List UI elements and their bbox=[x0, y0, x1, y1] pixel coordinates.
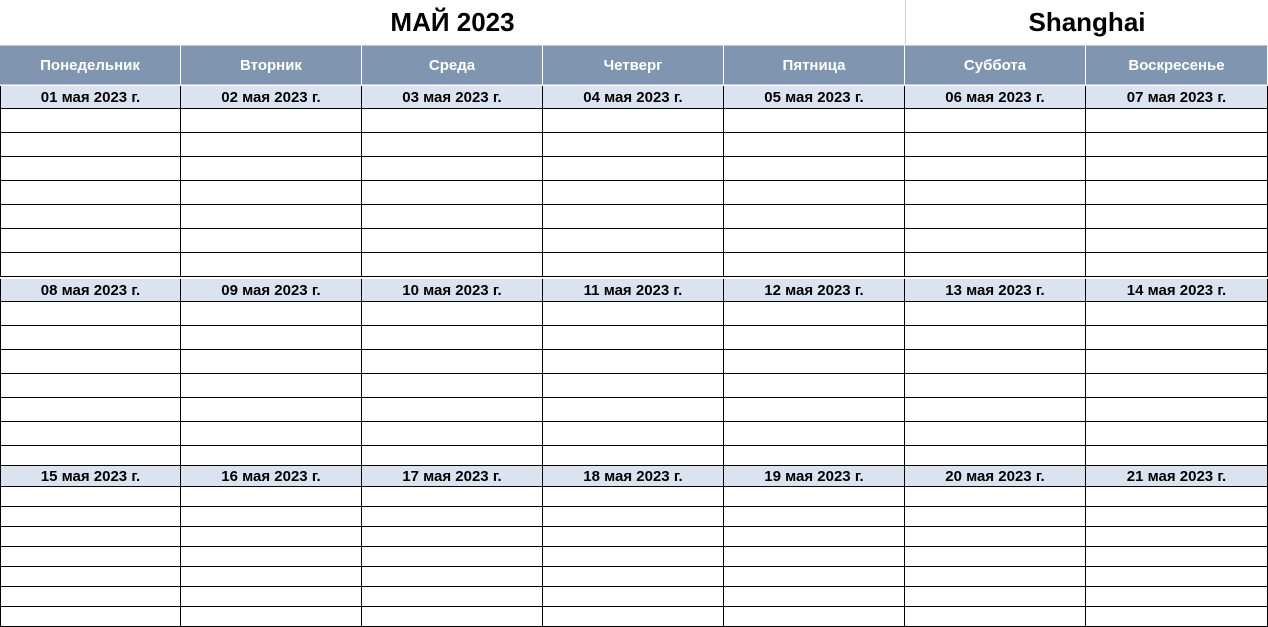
date-cell[interactable]: 09 мая 2023 г. bbox=[181, 279, 362, 302]
event-slot[interactable] bbox=[724, 547, 905, 567]
event-slot[interactable] bbox=[905, 157, 1086, 181]
date-cell[interactable]: 21 мая 2023 г. bbox=[1086, 466, 1268, 487]
event-slot[interactable] bbox=[1086, 253, 1268, 277]
event-slot[interactable] bbox=[905, 587, 1086, 607]
event-slot[interactable] bbox=[0, 446, 181, 466]
event-slot[interactable] bbox=[724, 205, 905, 229]
event-slot[interactable] bbox=[362, 527, 543, 547]
event-slot[interactable] bbox=[0, 487, 181, 507]
event-slot[interactable] bbox=[905, 507, 1086, 527]
event-slot[interactable] bbox=[543, 326, 724, 350]
event-slot[interactable] bbox=[1086, 229, 1268, 253]
event-slot[interactable] bbox=[724, 109, 905, 133]
event-slot[interactable] bbox=[0, 422, 181, 446]
event-slot[interactable] bbox=[543, 350, 724, 374]
event-slot[interactable] bbox=[543, 398, 724, 422]
event-slot[interactable] bbox=[0, 398, 181, 422]
event-slot[interactable] bbox=[1086, 374, 1268, 398]
event-slot[interactable] bbox=[0, 607, 181, 627]
event-slot[interactable] bbox=[181, 567, 362, 587]
date-cell[interactable]: 15 мая 2023 г. bbox=[0, 466, 181, 487]
event-slot[interactable] bbox=[362, 205, 543, 229]
event-slot[interactable] bbox=[905, 133, 1086, 157]
event-slot[interactable] bbox=[1086, 527, 1268, 547]
event-slot[interactable] bbox=[905, 253, 1086, 277]
event-slot[interactable] bbox=[724, 133, 905, 157]
event-slot[interactable] bbox=[724, 527, 905, 547]
event-slot[interactable] bbox=[724, 326, 905, 350]
event-slot[interactable] bbox=[543, 229, 724, 253]
event-slot[interactable] bbox=[0, 157, 181, 181]
event-slot[interactable] bbox=[181, 507, 362, 527]
event-slot[interactable] bbox=[1086, 547, 1268, 567]
event-slot[interactable] bbox=[0, 350, 181, 374]
event-slot[interactable] bbox=[1086, 157, 1268, 181]
event-slot[interactable] bbox=[181, 109, 362, 133]
weekday-header: Понедельник bbox=[0, 45, 181, 85]
date-cell[interactable]: 06 мая 2023 г. bbox=[905, 86, 1086, 109]
event-slot[interactable] bbox=[543, 446, 724, 466]
event-slot[interactable] bbox=[724, 587, 905, 607]
event-slot[interactable] bbox=[362, 422, 543, 446]
event-slot[interactable] bbox=[1086, 205, 1268, 229]
event-slot[interactable] bbox=[543, 487, 724, 507]
event-slot[interactable] bbox=[905, 374, 1086, 398]
event-slot[interactable] bbox=[1086, 398, 1268, 422]
weekday-header: Четверг bbox=[543, 45, 724, 85]
date-cell[interactable]: 14 мая 2023 г. bbox=[1086, 279, 1268, 302]
date-cell[interactable]: 13 мая 2023 г. bbox=[905, 279, 1086, 302]
event-slot[interactable] bbox=[724, 398, 905, 422]
event-slot[interactable] bbox=[1086, 487, 1268, 507]
city-title: Shanghai bbox=[1028, 6, 1146, 37]
event-slot[interactable] bbox=[0, 181, 181, 205]
event-slot[interactable] bbox=[543, 567, 724, 587]
date-cell[interactable]: 02 мая 2023 г. bbox=[181, 86, 362, 109]
date-cell[interactable]: 05 мая 2023 г. bbox=[724, 86, 905, 109]
event-slot[interactable] bbox=[181, 607, 362, 627]
event-slot[interactable] bbox=[543, 587, 724, 607]
event-slot[interactable] bbox=[0, 326, 181, 350]
event-slot[interactable] bbox=[1086, 422, 1268, 446]
date-cell[interactable]: 01 мая 2023 г. bbox=[0, 86, 181, 109]
event-slot[interactable] bbox=[905, 527, 1086, 547]
event-slot[interactable] bbox=[362, 374, 543, 398]
event-slot[interactable] bbox=[543, 133, 724, 157]
month-title: МАЙ 2023 bbox=[0, 0, 906, 44]
event-slot[interactable] bbox=[181, 302, 362, 326]
event-slot[interactable] bbox=[1086, 181, 1268, 205]
date-cell[interactable]: 08 мая 2023 г. bbox=[0, 279, 181, 302]
event-slot[interactable] bbox=[362, 607, 543, 627]
event-slot[interactable] bbox=[362, 229, 543, 253]
event-slot[interactable] bbox=[905, 350, 1086, 374]
event-slot[interactable] bbox=[724, 607, 905, 627]
event-slot[interactable] bbox=[362, 133, 543, 157]
event-slot[interactable] bbox=[0, 527, 181, 547]
event-slot[interactable] bbox=[0, 302, 181, 326]
date-cell[interactable]: 16 мая 2023 г. bbox=[181, 466, 362, 487]
event-slot[interactable] bbox=[905, 446, 1086, 466]
weekday-header: Пятница bbox=[724, 45, 905, 85]
date-cell[interactable]: 17 мая 2023 г. bbox=[362, 466, 543, 487]
event-slot[interactable] bbox=[724, 181, 905, 205]
date-cell[interactable]: 10 мая 2023 г. bbox=[362, 279, 543, 302]
event-slot[interactable] bbox=[362, 587, 543, 607]
event-slot[interactable] bbox=[724, 446, 905, 466]
event-slot[interactable] bbox=[181, 547, 362, 567]
event-slot[interactable] bbox=[543, 181, 724, 205]
event-slot[interactable] bbox=[724, 374, 905, 398]
event-slot[interactable] bbox=[1086, 350, 1268, 374]
event-slot[interactable] bbox=[0, 133, 181, 157]
event-slot[interactable] bbox=[0, 507, 181, 527]
event-slot[interactable] bbox=[905, 547, 1086, 567]
event-slot[interactable] bbox=[905, 181, 1086, 205]
event-slot[interactable] bbox=[724, 507, 905, 527]
event-slot[interactable] bbox=[181, 587, 362, 607]
date-cell[interactable]: 12 мая 2023 г. bbox=[724, 279, 905, 302]
event-slot[interactable] bbox=[0, 229, 181, 253]
date-cell[interactable]: 03 мая 2023 г. bbox=[362, 86, 543, 109]
event-slot[interactable] bbox=[724, 302, 905, 326]
event-slot[interactable] bbox=[362, 487, 543, 507]
title-row bbox=[0, 0, 1268, 44]
event-slot[interactable] bbox=[1086, 587, 1268, 607]
event-slot[interactable] bbox=[181, 181, 362, 205]
event-slot[interactable] bbox=[543, 157, 724, 181]
event-slot[interactable] bbox=[362, 547, 543, 567]
event-slot[interactable] bbox=[1086, 109, 1268, 133]
event-slot[interactable] bbox=[362, 181, 543, 205]
event-slot[interactable] bbox=[905, 229, 1086, 253]
event-slot[interactable] bbox=[1086, 133, 1268, 157]
event-slot[interactable] bbox=[1086, 507, 1268, 527]
event-slot[interactable] bbox=[0, 253, 181, 277]
event-slot[interactable] bbox=[905, 302, 1086, 326]
date-cell[interactable]: 20 мая 2023 г. bbox=[905, 466, 1086, 487]
event-slot[interactable] bbox=[724, 229, 905, 253]
event-slot[interactable] bbox=[1086, 302, 1268, 326]
event-slot[interactable] bbox=[362, 398, 543, 422]
event-slot[interactable] bbox=[724, 567, 905, 587]
event-slot[interactable] bbox=[724, 157, 905, 181]
event-slot[interactable] bbox=[905, 398, 1086, 422]
event-slot[interactable] bbox=[362, 507, 543, 527]
weekday-header: Среда bbox=[362, 45, 543, 85]
event-slot[interactable] bbox=[543, 253, 724, 277]
event-slot[interactable] bbox=[543, 302, 724, 326]
event-slot[interactable] bbox=[905, 422, 1086, 446]
event-slot[interactable] bbox=[0, 567, 181, 587]
event-slot[interactable] bbox=[181, 229, 362, 253]
date-cell[interactable]: 07 мая 2023 г. bbox=[1086, 86, 1268, 109]
event-slot[interactable] bbox=[543, 374, 724, 398]
event-slot[interactable] bbox=[181, 398, 362, 422]
event-slot[interactable] bbox=[362, 302, 543, 326]
event-slot[interactable] bbox=[0, 109, 181, 133]
event-slot[interactable] bbox=[181, 253, 362, 277]
event-slot[interactable] bbox=[905, 607, 1086, 627]
event-slot[interactable] bbox=[724, 422, 905, 446]
event-slot[interactable] bbox=[724, 253, 905, 277]
event-slot[interactable] bbox=[362, 446, 543, 466]
event-slot[interactable] bbox=[543, 607, 724, 627]
event-slot[interactable] bbox=[181, 446, 362, 466]
event-slot[interactable] bbox=[1086, 446, 1268, 466]
event-slot[interactable] bbox=[905, 567, 1086, 587]
event-slot[interactable] bbox=[0, 587, 181, 607]
event-slot[interactable] bbox=[543, 205, 724, 229]
event-slot[interactable] bbox=[905, 109, 1086, 133]
event-slot[interactable] bbox=[181, 350, 362, 374]
date-cell[interactable]: 19 мая 2023 г. bbox=[724, 466, 905, 487]
date-cell[interactable]: 18 мая 2023 г. bbox=[543, 466, 724, 487]
event-slot[interactable] bbox=[1086, 326, 1268, 350]
date-cell[interactable]: 11 мая 2023 г. bbox=[543, 279, 724, 302]
event-slot[interactable] bbox=[181, 157, 362, 181]
event-slot[interactable] bbox=[362, 350, 543, 374]
event-slot[interactable] bbox=[181, 527, 362, 547]
event-slot[interactable] bbox=[1086, 567, 1268, 587]
event-slot[interactable] bbox=[905, 487, 1086, 507]
date-cell[interactable]: 04 мая 2023 г. bbox=[543, 86, 724, 109]
event-slot[interactable] bbox=[543, 109, 724, 133]
event-slot[interactable] bbox=[362, 253, 543, 277]
event-slot[interactable] bbox=[1086, 607, 1268, 627]
event-slot[interactable] bbox=[0, 205, 181, 229]
event-slot[interactable] bbox=[181, 374, 362, 398]
weekday-header: Вторник bbox=[181, 45, 362, 85]
event-slot[interactable] bbox=[543, 507, 724, 527]
event-slot[interactable] bbox=[724, 350, 905, 374]
event-slot[interactable] bbox=[724, 487, 905, 507]
event-slot[interactable] bbox=[181, 205, 362, 229]
event-slot[interactable] bbox=[362, 567, 543, 587]
event-slot[interactable] bbox=[543, 527, 724, 547]
event-slot[interactable] bbox=[181, 422, 362, 446]
weekday-header: Воскресенье bbox=[1086, 45, 1268, 85]
weekday-header: Суббота bbox=[905, 45, 1086, 85]
event-slot[interactable] bbox=[905, 205, 1086, 229]
event-slot[interactable] bbox=[362, 109, 543, 133]
event-slot[interactable] bbox=[181, 487, 362, 507]
event-slot[interactable] bbox=[362, 326, 543, 350]
event-slot[interactable] bbox=[543, 422, 724, 446]
event-slot[interactable] bbox=[181, 133, 362, 157]
event-slot[interactable] bbox=[0, 374, 181, 398]
event-slot[interactable] bbox=[543, 547, 724, 567]
event-slot[interactable] bbox=[181, 326, 362, 350]
event-slot[interactable] bbox=[362, 157, 543, 181]
event-slot[interactable] bbox=[0, 547, 181, 567]
event-slot[interactable] bbox=[905, 326, 1086, 350]
